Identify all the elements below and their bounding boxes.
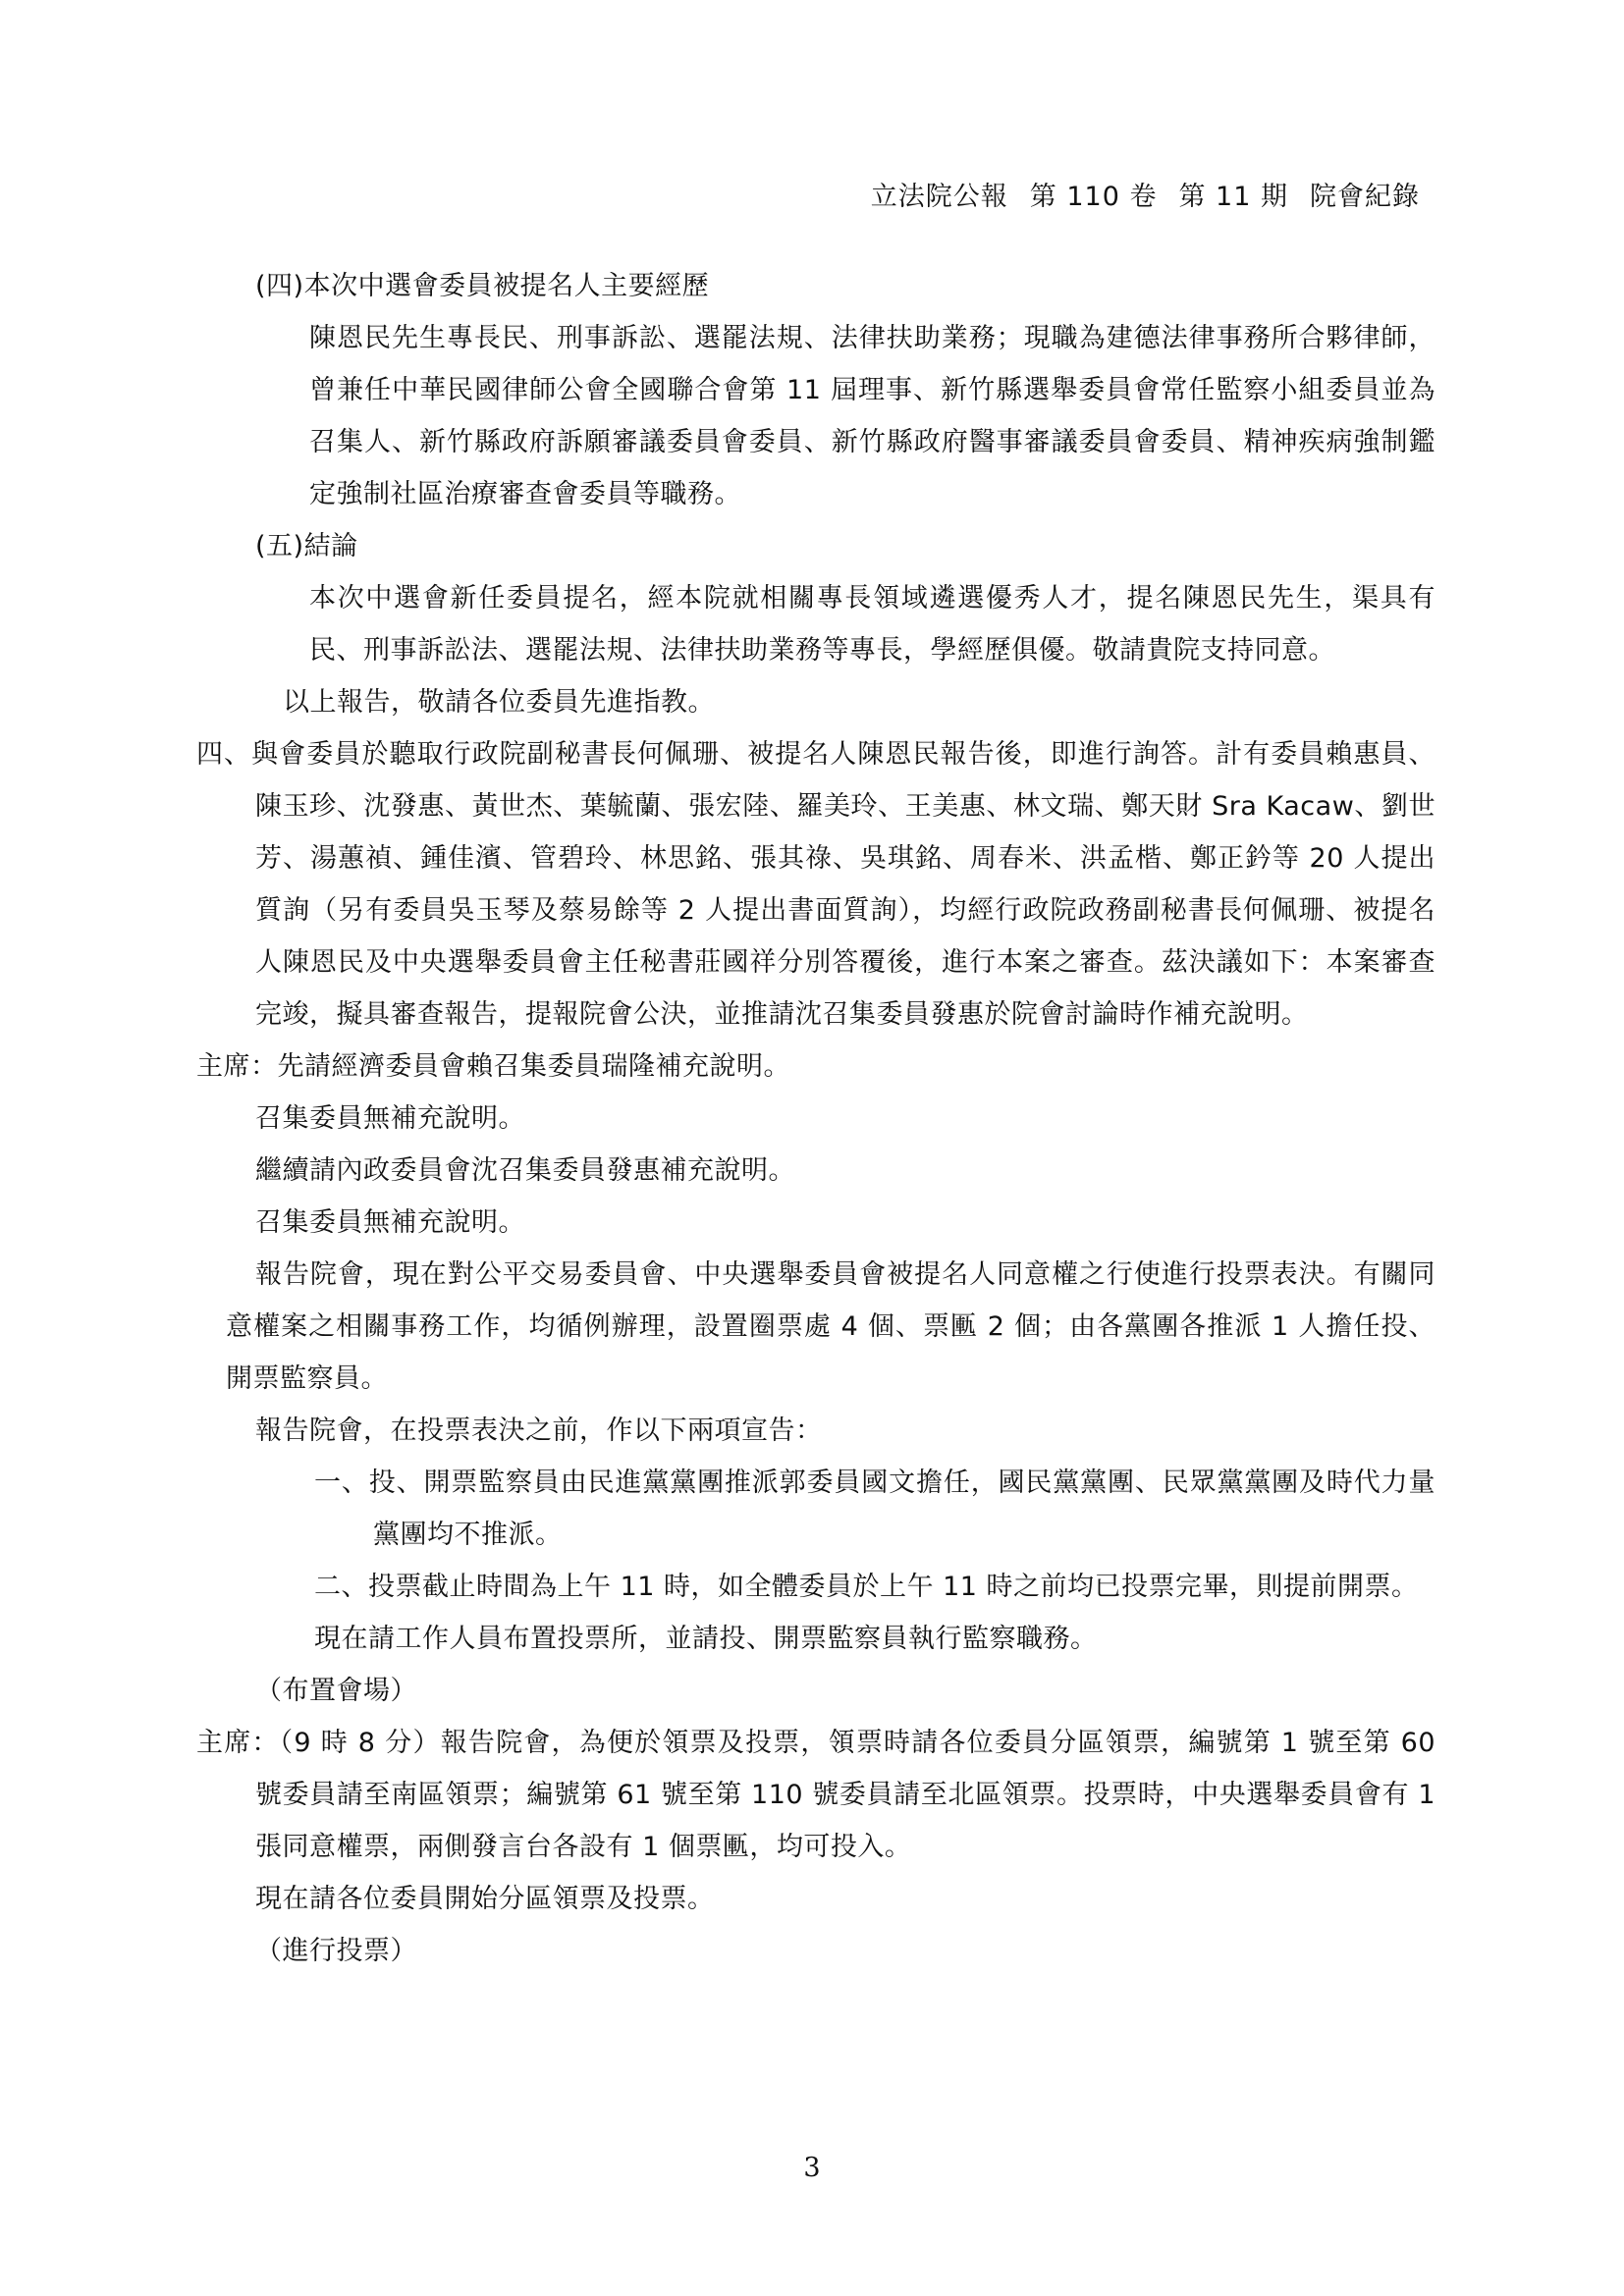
announcement-2: 二、投票截止時間為上午 11 時，如全體委員於上午 11 時之前均已投票完畢，則提前開票。 [314, 1572, 1419, 1602]
page-header [849, 175, 1420, 213]
convener-response-1: 召集委員無補充說明。 [255, 1103, 525, 1134]
chair-statement-2: 主席：（9 時 8 分）報告院會，為便於領票及投票，領票時請各位委員分區領票，編號第 1 號至第 60 號委員請至南區領票；編號第 61 號至第 110 號委員請至北區領票。投票時，中央選舉委員會有 1 張同意權票，兩側發言台各設有 1 個票匭，均可投入。 [196, 1728, 1435, 1862]
section-heading-5: (五)結論 [255, 531, 358, 561]
staff-instruction: 現在請工作人員布置投票所，並請投、開票監察員執行監察職務。 [314, 1624, 1098, 1654]
header-publication: 立法院公報 [870, 182, 1008, 212]
vote-report: 報告院會，現在對公平交易委員會、中央選舉委員會被提名人同意權之行使進行投票表決。有關同意權案之相關事務工作，均循例辦理，設置圈票處 4 個、票匭 2 個；由各黨團各推派 1 人擔任投、開票監察員。 [226, 1259, 1435, 1394]
section-body-5: 本次中選會新任委員提名，經本院就相關專長領域遴選優秀人才，提名陳恩民先生，渠具有民、刑事訴訟法、選罷法規、法律扶助業務等專長，學經歷俱優。敬請貴院支持同意。 [309, 583, 1435, 666]
announcement-intro: 報告院會，在投票表決之前，作以下兩項宣告： [255, 1415, 823, 1446]
stage-direction-2: （進行投票） [255, 1936, 417, 1966]
stage-direction-1: （布置會場） [255, 1676, 417, 1706]
header-issue: 第 11 期 [1178, 182, 1288, 212]
section-heading-4: (四)本次中選會委員被提名人主要經歷 [255, 271, 710, 301]
convener-response-2: 召集委員無補充說明。 [255, 1207, 525, 1238]
chair-statement-1: 主席：先請經濟委員會賴召集委員瑞隆補充說明。 [196, 1051, 790, 1082]
header-section: 院會紀錄 [1310, 182, 1420, 212]
report-closing: 以上報告，敬請各位委員先進指教。 [283, 687, 715, 718]
document-body [196, 260, 1435, 1977]
begin-voting: 現在請各位委員開始分區領票及投票。 [255, 1884, 715, 1914]
agenda-item-4: 四、與會委員於聽取行政院副秘書長何佩珊、被提名人陳恩民報告後，即進行詢答。計有委員賴惠員、陳玉珍、沈發惠、黃世杰、葉毓蘭、張宏陸、羅美玲、王美惠、林文瑞、鄭天財 Sra Kacaw、劉世芳、湯蕙禎、鍾佳濱、管碧玲、林思銘、張其祿、吳琪銘、周春米、洪孟楷、鄭正鈐等 20 人提出質詢（另有委員吳玉琴及蔡易餘等 2 人提出書面質詢），均經行政院政務副秘書長何佩珊、被提名人陳恩民及中央選舉委員會主任秘書莊國祥分別答覆後，進行本案之審查。茲決議如下：本案審查完竣，擬具審查報告，提報院會公決，並推請沈召集委員發惠於院會討論時作補充說明。 [196, 739, 1435, 1030]
page-number: 3 [803, 2153, 821, 2183]
chair-continue: 繼續請內政委員會沈召集委員發惠補充說明。 [255, 1155, 795, 1186]
section-body-4: 陳恩民先生專長民、刑事訴訟、選罷法規、法律扶助業務；現職為建德法律事務所合夥律師，曾兼任中華民國律師公會全國聯合會第 11 屆理事、新竹縣選舉委員會常任監察小組委員並為召集人、新竹縣政府訴願審議委員會委員、新竹縣政府醫事審議委員會委員、精神疾病強制鑑定強制社區治療審查會委員等職務。 [309, 323, 1435, 509]
announcement-1: 一、投、開票監察員由民進黨黨團推派郭委員國文擔任，國民黨黨團、民眾黨黨團及時代力量黨團均不推派。 [314, 1468, 1435, 1550]
header-volume: 第 110 卷 [1029, 182, 1158, 212]
